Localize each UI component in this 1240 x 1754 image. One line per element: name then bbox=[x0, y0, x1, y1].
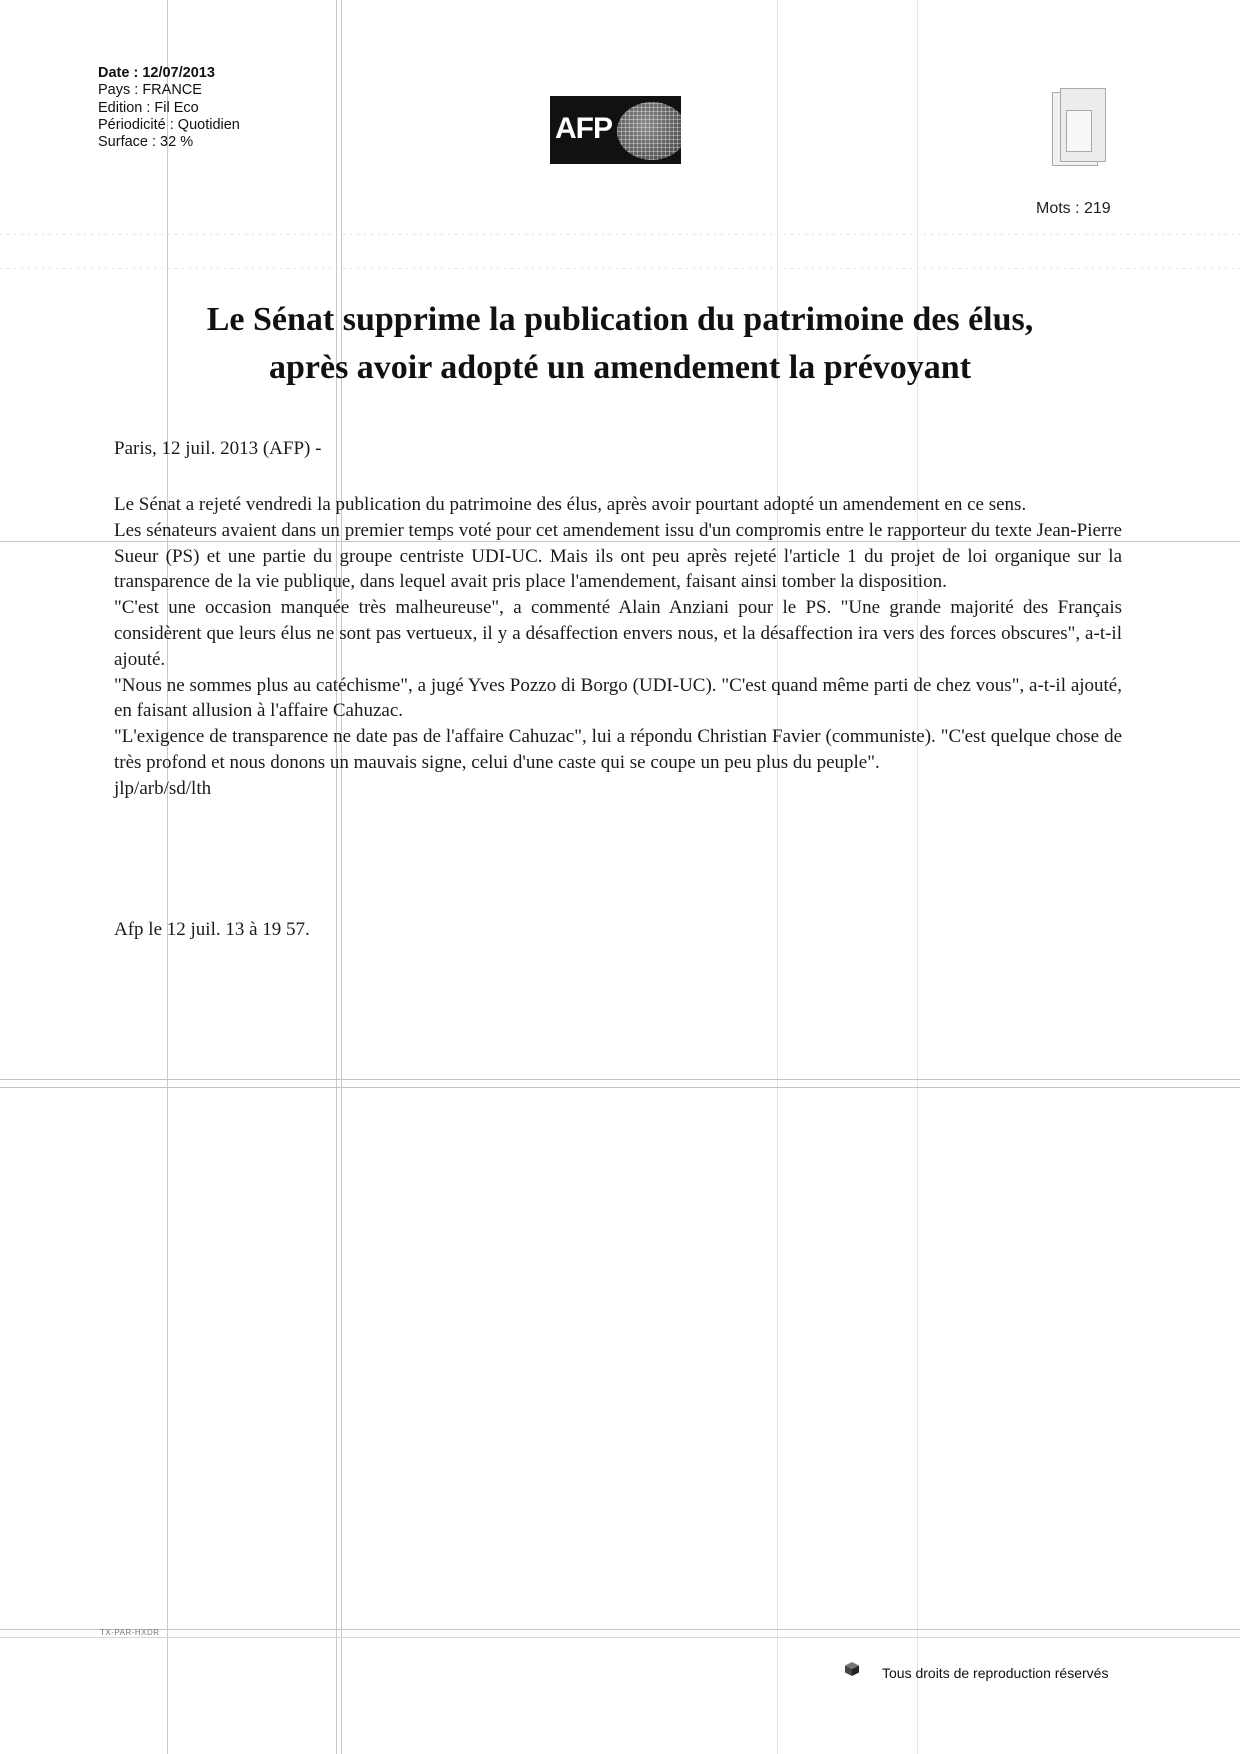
article-paragraph: "C'est une occasion manquée très malheureuse", a commenté Alain Anziani pour le PS. "Une grande majorité des Français considèrent que leurs élus ne sont pas vertueux, il y a désaffection envers nous, et la désaffection ira vers des forces obscures", a-t-il ajouté. bbox=[114, 597, 1122, 670]
scan-line bbox=[341, 0, 342, 1754]
scan-line bbox=[0, 268, 1240, 269]
globe-icon bbox=[617, 102, 681, 160]
metadata-country: Pays : FRANCE bbox=[98, 82, 202, 99]
metadata-date: Date : 12/07/2013 bbox=[98, 65, 215, 81]
document-metadata bbox=[98, 65, 240, 151]
press-clipping-icon bbox=[1048, 88, 1111, 170]
metadata-periodicity: Périodicité : Quotidien bbox=[98, 116, 240, 133]
logo-text: AFP bbox=[555, 112, 612, 145]
scan-line bbox=[167, 0, 168, 1754]
scan-line bbox=[0, 1087, 1240, 1088]
headline-line: après avoir adopté un amendement la prévoyant bbox=[268, 349, 972, 386]
cube-icon bbox=[844, 1661, 860, 1677]
article-body bbox=[114, 492, 1122, 802]
article-paragraph: "L'exigence de transparence ne date pas de l'affaire Cahuzac", lui a répondu Christian Favier (communiste). "C'est quelque chose de très profond et nous donons un mauvais signe, celui d'une caste qui se coupe un peu plus du peuple". bbox=[114, 726, 1122, 773]
article-paragraph: Les sénateurs avaient dans un premier temps voté pour cet amendement issu d'un compromis entre le rapporteur du texte Jean-Pierre Sueur (PS) et une partie du groupe centriste UDI-UC. Mais ils ont peu après rejeté l'article 1 du projet de loi organique sur la transparence de la vie publique, dans lequel avait pris place l'amendement, faisant ainsi tomber la disposition. bbox=[114, 519, 1122, 593]
metadata-surface: Surface : 32 % bbox=[98, 134, 194, 151]
scan-line bbox=[336, 0, 337, 1754]
reference-code: TX-PAR-HXDR bbox=[100, 1628, 160, 1637]
copyright-notice: Tous droits de reproduction réservés bbox=[882, 1665, 1109, 1681]
scan-line bbox=[777, 0, 778, 1754]
scan-line bbox=[0, 1629, 1240, 1630]
article-dateline: Paris, 12 juil. 2013 (AFP) - bbox=[114, 438, 322, 459]
article-signoff: Afp le 12 juil. 13 à 19 57. bbox=[114, 919, 310, 940]
word-count: Mots : 219 bbox=[1036, 200, 1111, 217]
scan-line bbox=[0, 1637, 1240, 1638]
article-paragraph: Le Sénat a rejeté vendredi la publication du patrimoine des élus, après avoir pourtant adopté un amendement en ce sens. bbox=[114, 494, 1027, 515]
article-paragraph: "Nous ne sommes plus au catéchisme", a jugé Yves Pozzo di Borgo (UDI-UC). "C'est quand même parti de chez vous", a-t-il ajouté, en faisant allusion à l'affaire Cahuzac. bbox=[114, 674, 1122, 722]
scan-line bbox=[0, 234, 1240, 235]
scan-line bbox=[0, 1079, 1240, 1080]
scan-line bbox=[917, 0, 918, 1754]
headline-line: Le Sénat supprime la publication du patrimoine des élus, bbox=[206, 301, 1034, 338]
article-headline bbox=[110, 296, 1130, 392]
article-author-codes: jlp/arb/sd/lth bbox=[114, 777, 212, 799]
metadata-edition: Edition : Fil Eco bbox=[98, 99, 199, 116]
afp-logo bbox=[550, 96, 681, 164]
